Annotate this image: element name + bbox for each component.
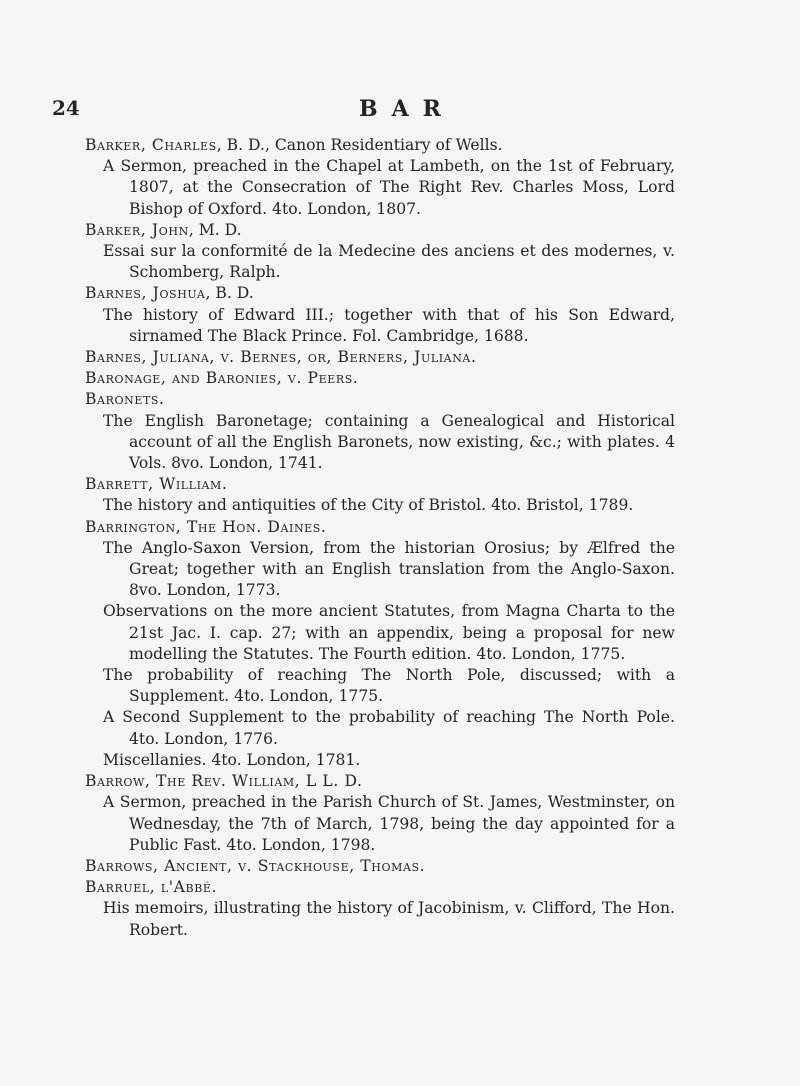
work-citation: A Second Supplement to the probability of reaching The North Pole. 4to. London, 1776. xyxy=(103,708,675,748)
work-citation: A Sermon, preached in the Chapel at Lambeth, on the 1st of February, 1807, at the Consecration of The Right Rev. Charles Moss, Lord Bishop of Oxford. 4to. London, 1807. xyxy=(103,157,675,218)
work-citation: The history and antiquities of the City of Bristol. 4to. Bristol, 1789. xyxy=(103,496,634,515)
entry xyxy=(85,517,675,771)
author-title: , B. D., Canon Residentiary of Wells. xyxy=(216,136,503,154)
cross-reference: Baronage, and Baronies, v. Peers. xyxy=(85,369,359,388)
entry xyxy=(85,368,675,389)
work-citation: His memoirs, illustrating the history of Jacobinism, v. Clifford, The Hon. Robert. xyxy=(103,899,675,939)
entry-heading xyxy=(85,389,675,410)
author-name: Barrington, The Hon. Daines. xyxy=(85,517,327,536)
entry xyxy=(85,220,675,284)
work-citation: The Anglo-Saxon Version, from the historian Orosius; by Ælfred the Great; together with an English translation from the Anglo-Saxon. 8vo. London, 1773. xyxy=(103,538,675,600)
entry-heading xyxy=(85,135,675,156)
entry-heading xyxy=(85,517,675,538)
author-title: , M. D. xyxy=(188,220,242,239)
work-citation: The English Baronetage; containing a Genealogical and Historical account of all the English Baronets, now existing, &c.; with plates. 4 Vols. 8vo. London, 1741. xyxy=(103,411,675,473)
subject-heading: Baronets. xyxy=(85,390,165,409)
entry xyxy=(85,347,675,368)
work-citation: Essai sur la conformité de la Medecine des anciens et des modernes, v. Schomberg, Ralph. xyxy=(103,242,675,282)
entry-heading xyxy=(85,283,675,304)
entry-heading xyxy=(85,856,675,877)
work-citation: Miscellanies. 4to. London, 1781. xyxy=(103,750,361,769)
author-name: Barker, John xyxy=(85,220,189,239)
author-name: Barruel, l'Abbé. xyxy=(85,878,218,897)
entry-list xyxy=(85,135,675,941)
entry-heading xyxy=(85,771,675,792)
entry xyxy=(85,771,675,856)
entry xyxy=(85,135,675,220)
entry-heading xyxy=(85,220,675,241)
entry-heading xyxy=(85,474,675,495)
author-name: Barrett, William. xyxy=(85,475,228,494)
author-title: , B. D. xyxy=(205,284,254,303)
cross-reference: Barnes, Juliana, v. Bernes, or, Berners, Juliana. xyxy=(85,348,477,367)
author-name: Barker, Charles xyxy=(85,136,217,154)
entry xyxy=(85,474,675,516)
entry xyxy=(85,856,675,877)
work-citation: The history of Edward III.; together with that of his Son Edward, sirnamed The Black Prince. Fol. Cambridge, 1688. xyxy=(103,305,675,345)
page-number: 24 xyxy=(52,96,80,120)
work-citation: Observations on the more ancient Statutes, from Magna Charta to the 21st Jac. I. cap. 27; with an appendix, being a proposal for new modelling the Statutes. The Fourth edition. 4to. London, 1775. xyxy=(103,602,675,663)
entry-heading xyxy=(85,347,675,368)
work-citation: A Sermon, preached in the Parish Church of St. James, Westminster, on Wednesday, the 7th of March, 1798, being the day appointed for a Public Fast. 4to. London, 1798. xyxy=(103,793,675,854)
entry-heading xyxy=(85,877,675,898)
entry-heading xyxy=(85,368,675,389)
author-name: Barrow, The Rev. William, L L. D. xyxy=(85,772,363,791)
entry xyxy=(85,877,675,941)
work-citation: The probability of reaching The North Pole, discussed; with a Supplement. 4to. London, 1775. xyxy=(103,666,675,706)
cross-reference: Barrows, Ancient, v. Stackhouse, Thomas. xyxy=(85,856,426,875)
author-name: Barnes, Joshua xyxy=(85,284,206,303)
entry xyxy=(85,283,675,347)
running-head: BAR xyxy=(359,96,455,122)
entry xyxy=(85,389,675,474)
